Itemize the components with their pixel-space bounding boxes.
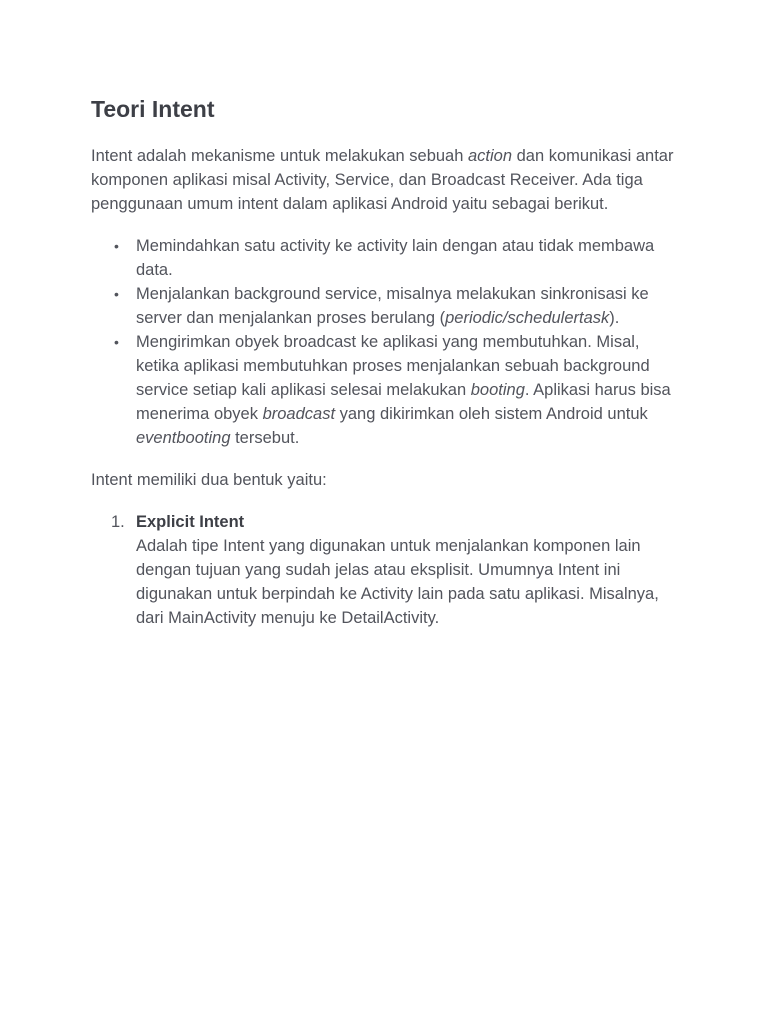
list-item-text: ). [609, 309, 620, 327]
list-item-title: Explicit Intent [136, 513, 245, 531]
intro-text: Intent adalah mekanisme untuk melakukan sebuah [91, 147, 468, 165]
intent-forms-list [91, 510, 683, 630]
intro-emphasis: action [468, 147, 513, 165]
bullet-icon: • [114, 238, 119, 254]
intro-text: dan komunikasi antar komponen aplikasi misal Activity, Service, dan Broadcast Receiver. Ada tiga penggunaan umum intent dalam aplikasi Android yaitu sebagai berikut. [91, 147, 674, 213]
list-item-text: yang dikirimkan oleh sistem Android untuk [335, 405, 648, 423]
list-item [114, 234, 683, 282]
bullet-icon: • [114, 286, 119, 302]
list-item-body: Adalah tipe Intent yang digunakan untuk menjalankan komponen lain dengan tujuan yang sudah jelas atau eksplisit. Umumnya Intent ini digunakan untuk berpindah ke Activity lain pada satu aplikasi. Misalnya, dari MainActivity menuju ke DetailActivity. [136, 537, 659, 627]
list-item-text: Menjalankan background service, misalnya melakukan sinkronisasi ke server dan menjalankan proses berulang ( [136, 285, 649, 327]
list-item-text: Memindahkan satu activity ke activity lain dengan atau tidak membawa data. [136, 237, 655, 279]
list-item-number: 1. [111, 513, 125, 531]
bullet-icon: • [114, 334, 119, 350]
forms-lead-paragraph: Intent memiliki dua bentuk yaitu: [91, 471, 327, 489]
list-item [114, 282, 683, 330]
page-title: Teori Intent [91, 96, 215, 122]
list-item-text: . Aplikasi harus bisa menerima obyek [136, 381, 671, 423]
list-item-emphasis: broadcast [262, 405, 336, 423]
list-item-text: tersebut. [230, 429, 300, 447]
usage-bullet-list [91, 234, 683, 450]
list-item [114, 330, 683, 450]
list-item-emphasis: eventbooting [136, 429, 231, 447]
list-item-emphasis: booting [470, 381, 525, 399]
list-item [111, 510, 683, 630]
intro-paragraph [91, 144, 683, 216]
list-item-emphasis: periodic/schedulertask [445, 309, 610, 327]
document-page [91, 94, 683, 630]
list-item-text: Mengirimkan obyek broadcast ke aplikasi yang membutuhkan. Misal, ketika aplikasi membutuhkan proses menjalankan sebuah background service setiap kali aplikasi selesai melakukan [136, 333, 650, 399]
